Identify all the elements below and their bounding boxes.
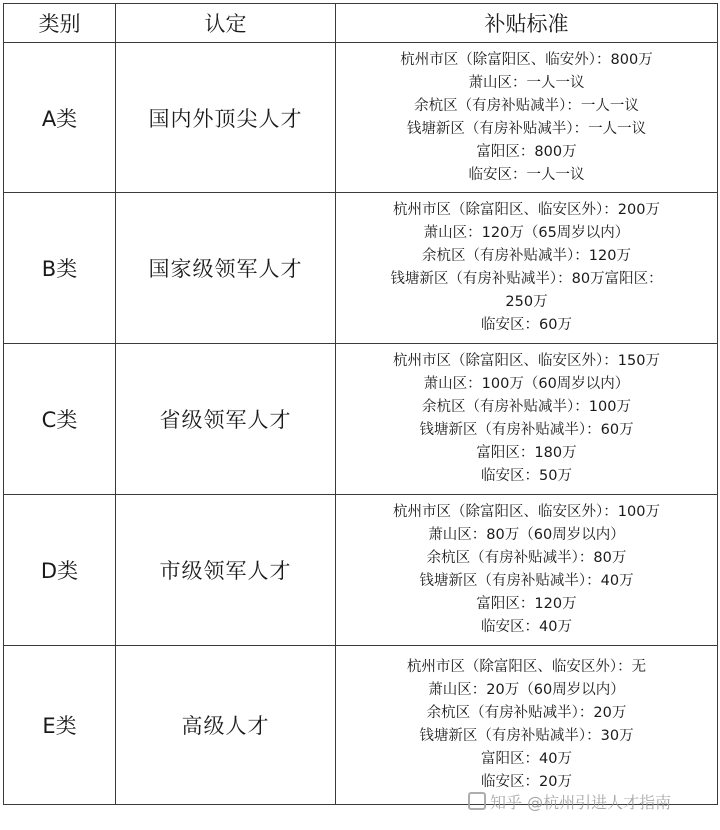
standard-line: 余杭区（有房补贴减半）：一人一议: [414, 97, 639, 114]
standard-cell: [336, 193, 718, 344]
standard-line: 临安区：60万: [481, 317, 572, 333]
recognition-cell: 国内外顶尖人才: [116, 43, 336, 193]
standard-line: 余杭区（有房补贴减半）：120万: [422, 248, 631, 264]
standard-line: 临安区：50万: [481, 468, 572, 484]
standard-line: 钱塘新区（有房补贴减半）：80万富阳区：: [390, 271, 663, 287]
standard-cell: [336, 43, 718, 193]
standard-line: 钱塘新区（有房补贴减半）：60万: [419, 422, 634, 438]
standard-line: 萧山区：100万（60周岁以内）: [423, 376, 630, 392]
category-cell: A类: [4, 43, 116, 193]
table-header: [4, 4, 718, 43]
standard-line: 富阳区：40万: [481, 751, 572, 767]
category-cell: D类: [4, 495, 116, 646]
standard-line: 萧山区：20万（60周岁以内）: [428, 682, 625, 698]
recognition-cell: 高级人才: [116, 646, 336, 805]
header-category: 类别: [4, 4, 116, 43]
standard-line: 富阳区：800万: [476, 143, 577, 160]
standard-cell: [336, 495, 718, 646]
standard-line: 富阳区：120万: [476, 596, 577, 612]
standard-line: 萧山区：一人一议: [468, 74, 585, 91]
recognition-cell: 省级领军人才: [116, 344, 336, 495]
subsidy-table: [3, 3, 718, 805]
header-standard: 补贴标准: [336, 4, 718, 43]
standard-line: 临安区：20万: [481, 774, 572, 790]
standard-line: 杭州市区（除富阳区、临安区外）：200万: [393, 202, 660, 218]
standard-line: 萧山区：120万（65周岁以内）: [423, 225, 630, 241]
standard-cell: [336, 344, 718, 495]
category-cell: E类: [4, 646, 116, 805]
table-row: [4, 495, 718, 646]
standard-line: 余杭区（有房补贴减半）：20万: [426, 705, 627, 721]
watermark-logo-icon: [468, 792, 486, 810]
standard-line: 余杭区（有房补贴减半）：80万: [426, 550, 627, 566]
standard-line: 临安区：40万: [481, 619, 572, 635]
watermark-text: 知乎 @杭州引进人才指南: [490, 793, 672, 812]
table-row: [4, 193, 718, 344]
standard-line: 临安区：一人一议: [468, 166, 585, 183]
standard-line: 余杭区（有房补贴减半）：100万: [422, 399, 631, 415]
category-cell: B类: [4, 193, 116, 344]
table-body: [4, 43, 718, 805]
standard-line: 250万: [505, 294, 548, 310]
standard-line: 杭州市区（除富阳区、临安区外）：150万: [393, 353, 660, 369]
recognition-cell: 市级领军人才: [116, 495, 336, 646]
standard-line: 富阳区：180万: [476, 445, 577, 461]
category-cell: C类: [4, 344, 116, 495]
standard-line: 钱塘新区（有房补贴减半）：40万: [419, 573, 634, 589]
header-row: [4, 4, 718, 43]
standard-cell: [336, 646, 718, 805]
standard-line: 杭州市区（除富阳区、临安外）：800万: [400, 51, 653, 68]
watermark: [468, 790, 671, 813]
standard-line: 杭州市区（除富阳区、临安区外）：无: [406, 659, 647, 675]
table-row: [4, 43, 718, 193]
header-recognition: 认定: [116, 4, 336, 43]
recognition-cell: 国家级领军人才: [116, 193, 336, 344]
standard-line: 杭州市区（除富阳区、临安区外）：100万: [393, 504, 660, 520]
table-row: [4, 344, 718, 495]
standard-line: 钱塘新区（有房补贴减半）：一人一议: [406, 120, 647, 137]
table-row: [4, 646, 718, 805]
standard-line: 萧山区：80万（60周岁以内）: [428, 527, 625, 543]
standard-line: 钱塘新区（有房补贴减半）：30万: [419, 728, 634, 744]
